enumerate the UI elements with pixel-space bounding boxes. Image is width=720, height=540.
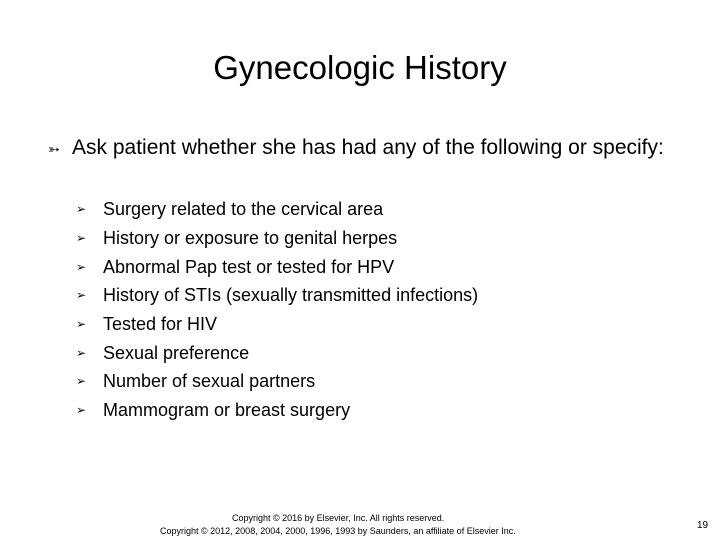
list-item-label: History of STIs (sexually transmitted infections) — [103, 285, 479, 306]
copyright-notice — [160, 512, 720, 538]
list-item — [76, 281, 478, 310]
main-bullet-icon: ➳ — [48, 141, 60, 157]
list-item-label: Number of sexual partners — [103, 371, 316, 392]
sub-bullet-list — [76, 195, 478, 425]
list-item — [76, 367, 478, 396]
arrow-bullet-icon: ➢ — [76, 202, 87, 217]
copyright-line-2: Copyright © 2012, 2008, 2004, 2000, 1996, 1993 by Saunders, an affiliate of Elsevier Inc. — [160, 526, 516, 536]
arrow-bullet-icon: ➢ — [76, 288, 87, 303]
list-item — [76, 252, 478, 281]
list-item-label: Abnormal Pap test or tested for HPV — [103, 256, 395, 277]
list-item-label: Mammogram or breast surgery — [103, 400, 351, 421]
list-item — [76, 338, 478, 367]
list-item-label: Surgery related to the cervical area — [103, 199, 384, 220]
arrow-bullet-icon: ➢ — [76, 374, 87, 389]
main-point-text: Ask patient whether she has had any of the following or specify: — [72, 136, 664, 159]
arrow-bullet-icon: ➢ — [76, 317, 87, 332]
list-item-label: Tested for HIV — [103, 314, 218, 335]
slide-title: Gynecologic History — [213, 49, 507, 86]
arrow-bullet-icon: ➢ — [76, 345, 87, 360]
list-item — [76, 195, 478, 224]
arrow-bullet-icon: ➢ — [76, 259, 87, 274]
list-item — [76, 310, 478, 339]
arrow-bullet-icon: ➢ — [76, 231, 87, 246]
page-number: 19 — [697, 520, 709, 531]
list-item — [76, 396, 478, 425]
list-item — [76, 224, 478, 253]
arrow-bullet-icon: ➢ — [76, 403, 87, 418]
list-item-label: Sexual preference — [103, 342, 250, 363]
list-item-label: History or exposure to genital herpes — [103, 228, 398, 249]
copyright-line-1: Copyright © 2016 by Elsevier, Inc. All rights reserved. — [232, 513, 445, 523]
